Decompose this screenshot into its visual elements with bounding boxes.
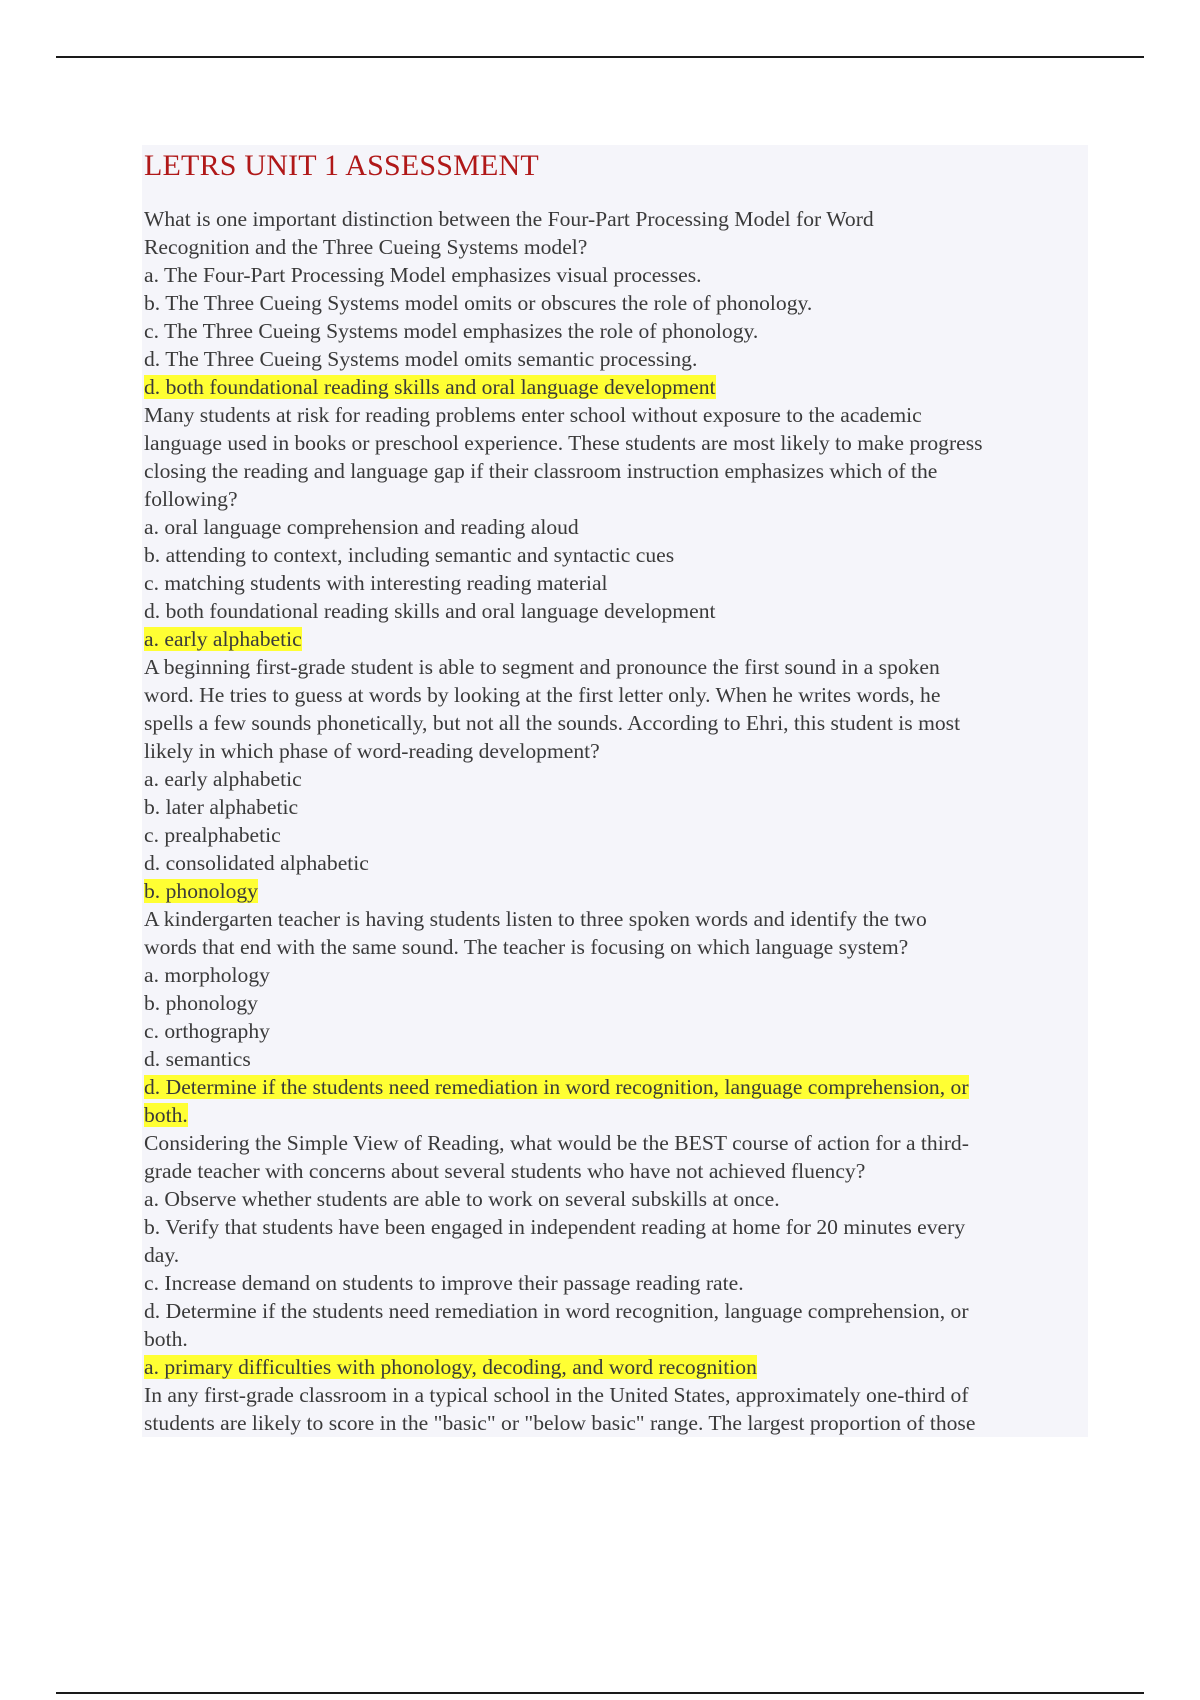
highlighted-answer-line [144, 1101, 1088, 1129]
text-line [144, 961, 1088, 989]
line-text: d. The Three Cueing Systems model omits semantic processing. [144, 347, 698, 371]
line-text: A beginning first-grade student is able to segment and pronounce the first sound in a spoken [144, 655, 940, 679]
text-line [144, 1157, 1088, 1185]
line-text: a. Observe whether students are able to work on several subskills at once. [144, 1187, 780, 1211]
bottom-rule [56, 1692, 1144, 1694]
line-text: c. The Three Cueing Systems model emphasizes the role of phonology. [144, 319, 759, 343]
line-text: spells a few sounds phonetically, but not all the sounds. According to Ehri, this student is most [144, 711, 961, 735]
line-text: a. The Four-Part Processing Model emphasizes visual processes. [144, 263, 702, 287]
text-line [144, 1269, 1088, 1297]
text-line [144, 737, 1088, 765]
text-line [144, 821, 1088, 849]
line-text: c. prealphabetic [144, 823, 281, 847]
text-line [144, 849, 1088, 877]
text-line [144, 569, 1088, 597]
line-text: students are likely to score in the "basic" or "below basic" range. The largest proportion of those [144, 1411, 976, 1435]
text-line [144, 345, 1088, 373]
text-line [144, 765, 1088, 793]
line-text: word. He tries to guess at words by looking at the first letter only. When he writes words, he [144, 683, 941, 707]
text-line [144, 989, 1088, 1017]
text-line [144, 513, 1088, 541]
highlighted-answer-line [144, 373, 1088, 401]
text-line [144, 905, 1088, 933]
highlighted-answer-line [144, 1073, 1088, 1101]
text-line [144, 429, 1088, 457]
line-text: day. [144, 1243, 180, 1267]
line-text: a. oral language comprehension and reading aloud [144, 515, 579, 539]
line-text: What is one important distinction between the Four-Part Processing Model for Word [144, 207, 874, 231]
highlighted-answer-line [144, 625, 1088, 653]
text-line [144, 1325, 1088, 1353]
answer-highlight: both. [144, 1103, 188, 1127]
line-text: following? [144, 487, 238, 511]
line-text: c. matching students with interesting reading material [144, 571, 608, 595]
line-text: language used in books or preschool experience. These students are most likely to make progress [144, 431, 983, 455]
text-line [144, 933, 1088, 961]
line-text: d. Determine if the students need remediation in word recognition, language comprehension, or [144, 1299, 969, 1323]
text-line [144, 1017, 1088, 1045]
text-line [144, 681, 1088, 709]
text-line [144, 457, 1088, 485]
line-text: a. early alphabetic [144, 767, 302, 791]
text-line [144, 541, 1088, 569]
line-text: b. phonology [144, 991, 258, 1015]
line-text: Recognition and the Three Cueing Systems model? [144, 235, 588, 259]
line-text: b. later alphabetic [144, 795, 299, 819]
answer-highlight: b. phonology [144, 879, 258, 903]
answer-highlight: a. early alphabetic [144, 627, 302, 651]
text-line [144, 709, 1088, 737]
line-text: closing the reading and language gap if their classroom instruction emphasizes which of the [144, 459, 938, 483]
highlighted-answer-line [144, 1353, 1088, 1381]
answer-highlight: d. both foundational reading skills and oral language development [144, 375, 716, 399]
text-line [144, 1185, 1088, 1213]
text-line [144, 261, 1088, 289]
line-text: c. orthography [144, 1019, 270, 1043]
line-text: d. consolidated alphabetic [144, 851, 369, 875]
text-line [144, 653, 1088, 681]
line-text: b. attending to context, including semantic and syntactic cues [144, 543, 675, 567]
line-text: A kindergarten teacher is having students listen to three spoken words and identify the two [144, 907, 927, 931]
text-line [144, 401, 1088, 429]
line-text: words that end with the same sound. The teacher is focusing on which language system? [144, 935, 909, 959]
line-text: d. both foundational reading skills and oral language development [144, 599, 716, 623]
line-text: In any first-grade classroom in a typical school in the United States, approximately one-third of [144, 1383, 969, 1407]
text-line [144, 233, 1088, 261]
text-line [144, 1213, 1088, 1241]
line-text: Many students at risk for reading problems enter school without exposure to the academic [144, 403, 922, 427]
document-content [142, 145, 1088, 1437]
line-text: grade teacher with concerns about several students who have not achieved fluency? [144, 1159, 866, 1183]
line-text: c. Increase demand on students to improve their passage reading rate. [144, 1271, 744, 1295]
line-text: b. Verify that students have been engaged in independent reading at home for 20 minutes every [144, 1215, 966, 1239]
text-line [144, 1045, 1088, 1073]
text-line [144, 597, 1088, 625]
line-text: b. The Three Cueing Systems model omits or obscures the role of phonology. [144, 291, 813, 315]
text-line [144, 793, 1088, 821]
document-body [144, 205, 1088, 1437]
document-title: LETRS UNIT 1 ASSESSMENT [144, 149, 539, 182]
text-line [144, 1409, 1088, 1437]
line-text: both. [144, 1327, 188, 1351]
line-text: likely in which phase of word-reading development? [144, 739, 600, 763]
line-text: Considering the Simple View of Reading, what would be the BEST course of action for a third- [144, 1131, 969, 1155]
top-rule [56, 56, 1144, 58]
text-line [144, 485, 1088, 513]
text-line [144, 317, 1088, 345]
text-line [144, 1297, 1088, 1325]
text-line [144, 1129, 1088, 1157]
line-text: a. morphology [144, 963, 270, 987]
text-line [144, 1241, 1088, 1269]
text-line [144, 289, 1088, 317]
text-line [144, 205, 1088, 233]
answer-highlight: d. Determine if the students need remediation in word recognition, language comprehension, or [144, 1075, 969, 1099]
highlighted-answer-line [144, 877, 1088, 905]
answer-highlight: a. primary difficulties with phonology, decoding, and word recognition [144, 1355, 757, 1379]
text-line [144, 1381, 1088, 1409]
line-text: d. semantics [144, 1047, 251, 1071]
